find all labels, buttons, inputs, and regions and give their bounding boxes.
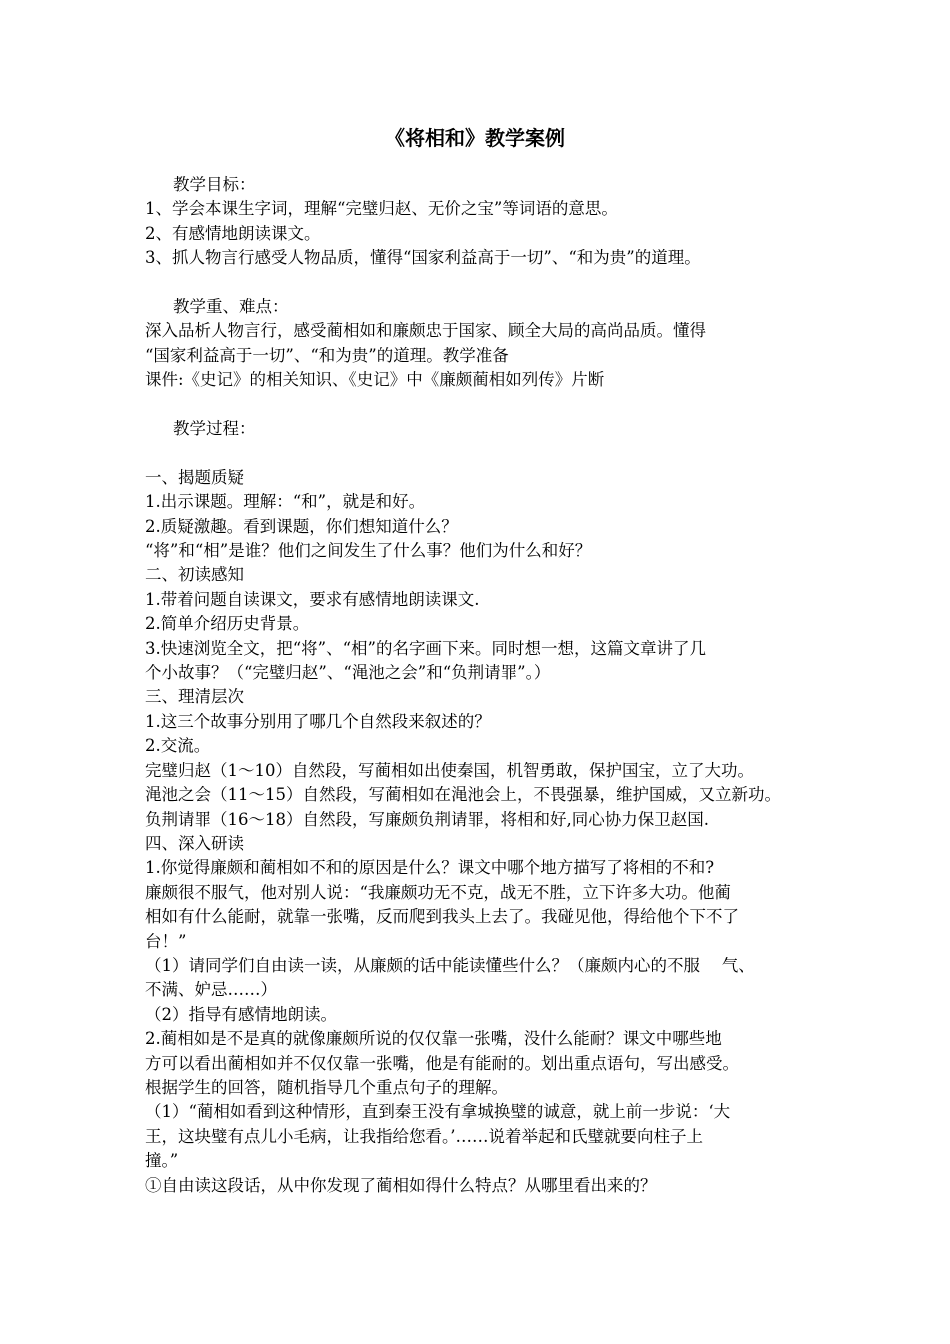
paragraph-line: （1）“蔺相如看到这种情形，直到秦王没有拿城换璧的诚意，就上前一步说：‘大 [145,1102,731,1122]
paragraph-line: 1.出示课题。理解：“和”，就是和好。 [145,492,426,512]
paragraph-line: 相如有什么能耐，就靠一张嘴，反而爬到我头上去了。我碰见他，得给他个下不了 [145,907,739,927]
paragraph-line: 个小故事？（“完璧归赵”、“渑池之会”和“负荆请罪”。） [145,663,551,683]
blank-line [145,393,815,417]
paragraph-line: 1、学会本课生字词，理解“完璧归赵、无价之宝”等词语的意思。 [145,199,618,219]
paragraph-line: “将”和“相”是谁？他们之间发生了什么事？他们为什么和好？ [145,541,592,561]
paragraph-line: 2.质疑激趣。看到课题，你们想知道什么？ [145,516,458,536]
paragraph-line: 根据学生的回答，随机指导几个重点句子的理解。 [145,1077,508,1097]
paragraph-line: 1.这三个故事分别用了哪几个自然段来叙述的？ [145,711,491,731]
section-heading: 一、揭题质疑 [145,467,244,487]
section-heading: 二、初读感知 [145,565,244,585]
paragraph-line: 2.蔺相如是不是真的就像廉颇所说的仅仅靠一张嘴，没什么能耐？课文中哪些地 [145,1029,722,1049]
paragraph-line: 不满、妒忌……） [145,980,277,1000]
document-title: 《将相和》教学案例 [385,126,565,150]
paragraph-line: 撞。” [145,1151,179,1171]
paragraph-line: 2.简单介绍历史背景。 [145,614,310,634]
section-heading: 三、理清层次 [145,687,244,707]
paragraph-line: 1.带着问题自读课文，要求有感情地朗读课文. [145,589,480,609]
paragraph-line: 课件:《史记》的相关知识、《史记》中《廉颇蔺相如列传》片断 [145,370,605,390]
paragraph-line: （2）指导有感情地朗读。 [145,1004,337,1024]
paragraph-line: 深入品析人物言行，感受蔺相如和廉颇忠于国家、顾全大局的高尚品质。懂得 [145,321,706,341]
paragraph-line: 3.快速浏览全文，把“将”、“相”的名字画下来。同时想一想，这篇文章讲了几 [145,638,706,658]
paragraph-line: 2.交流。 [145,736,211,756]
paragraph-line: ①自由读这段话，从中你发现了蔺相如得什么特点？从哪里看出来的？ [145,1175,657,1195]
paragraph-line: 3、抓人物言行感受人物品质，懂得“国家利益高于一切”、“和为贵”的道理。 [145,248,701,268]
blank-line [145,441,815,465]
paragraph-line: “国家利益高于一切”、“和为贵”的道理。教学准备 [145,345,509,365]
blank-line [145,271,815,295]
paragraph-line: 完璧归赵（1～10）自然段，写蔺相如出使秦国，机智勇敢，保护国宝，立了大功。 [145,760,754,780]
paragraph-line: 负荆请罪（16～18）自然段，写廉颇负荆请罪，将相和好,同心协力保卫赵国. [145,809,709,829]
paragraph-line: 方可以看出蔺相如并不仅仅靠一张嘴，他是有能耐的。划出重点语句，写出感受。 [145,1053,739,1073]
paragraph-line: 台！” [145,931,187,951]
section-heading: 四、深入研读 [145,833,244,853]
paragraph-line: 廉颇很不服气，他对别人说：“我廉颇功无不克，战无不胜，立下许多大功。他蔺 [145,882,731,902]
paragraph-line: 1.你觉得廉颇和蔺相如不和的原因是什么？课文中哪个地方描写了将相的不和? [145,858,715,878]
heading-key-points: 教学重、难点： [173,297,289,317]
document-body [145,173,815,1198]
paragraph-line: 王，这块璧有点儿小毛病，让我指给您看。’……说着举起和氏璧就要向柱子上 [145,1126,703,1146]
heading-teaching-process: 教学过程： [173,419,256,439]
paragraph-line: （1）请同学们自由读一读，从廉颇的话中能读懂些什么？（廉颇内心的不服 气、 [145,955,755,975]
heading-teaching-goals: 教学目标： [173,175,256,194]
paragraph-line: 渑池之会（11～15）自然段，写蔺相如在渑池会上，不畏强暴，维护国威，又立新功。 [145,785,781,805]
paragraph-line: 2、有感情地朗读课文。 [145,223,321,243]
